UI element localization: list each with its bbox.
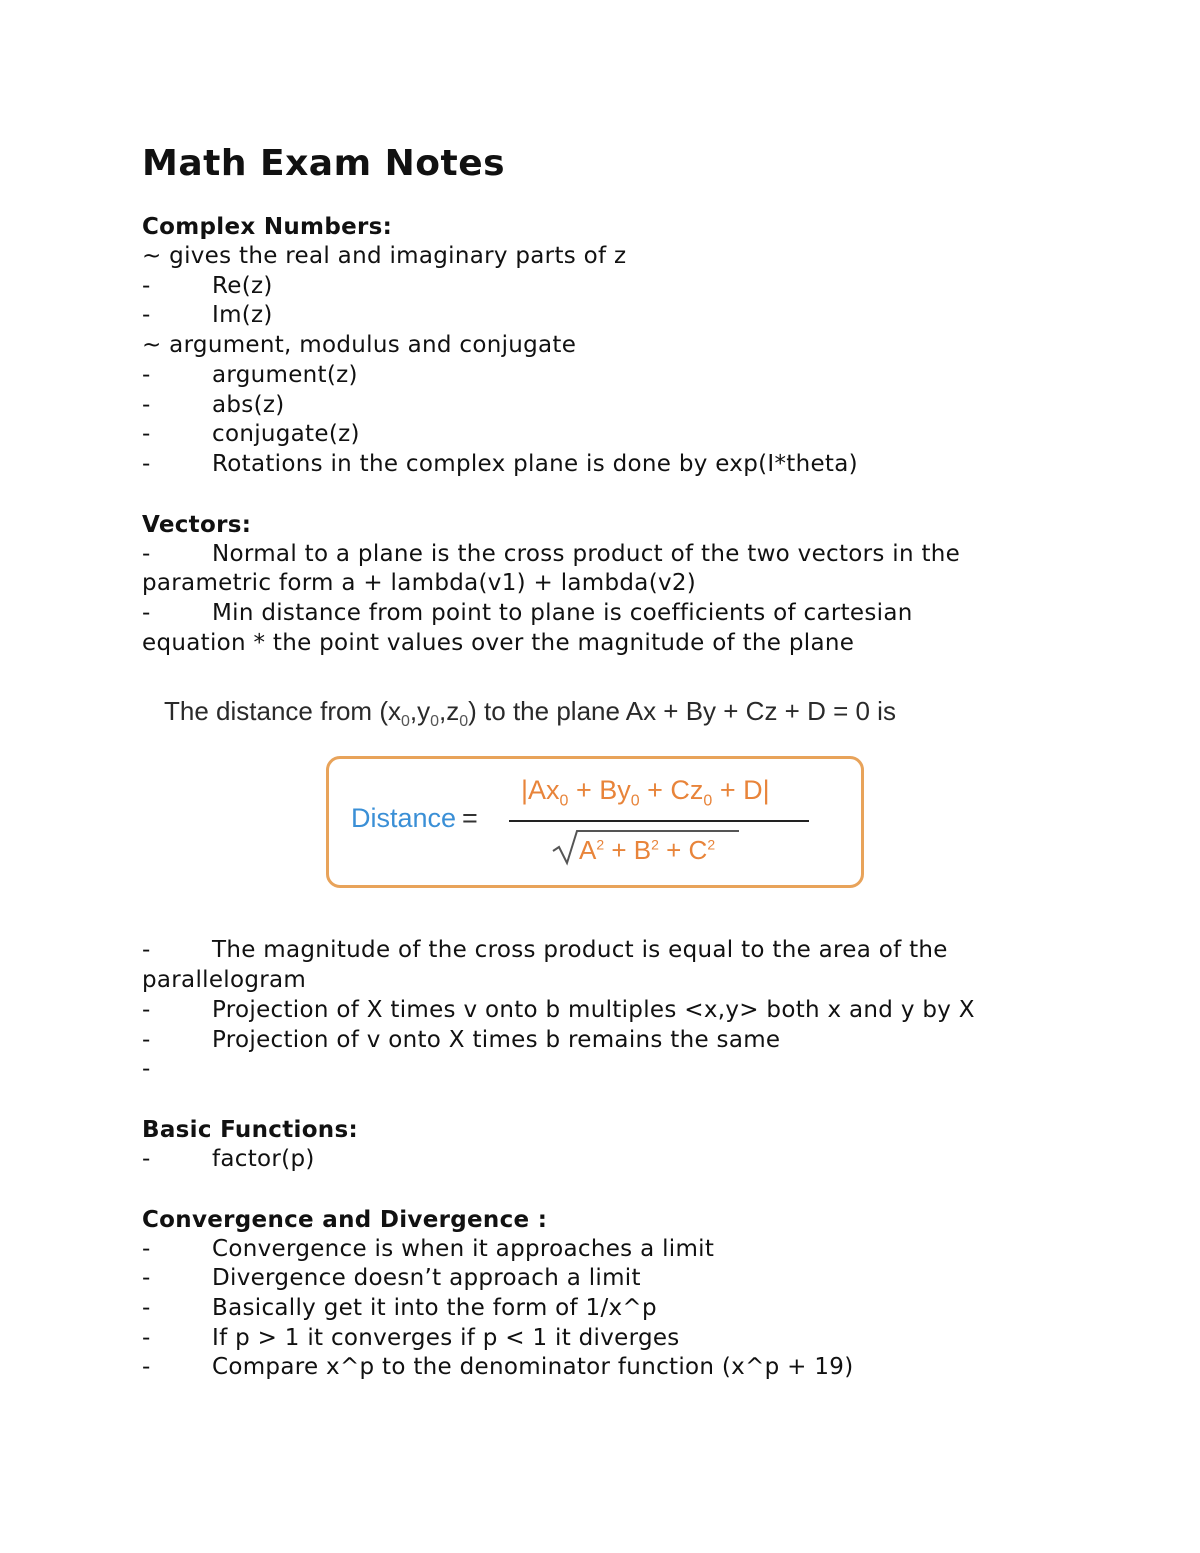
list-item [142,1145,1062,1175]
bullet-dash: - [142,391,151,418]
document-page [142,140,1062,1383]
formula-caption: The distance from $(x_0,y_0,z_0)$ to the plane Ax + By + Cz + D = 0 is [164,696,896,731]
list-item [142,1294,1062,1324]
list-item-text: Divergence doesn’t approach a limit [212,1265,641,1292]
list-item [142,420,1062,450]
formula-box [326,756,864,888]
section-heading-basic: Basic Functions: [142,1116,358,1143]
bullet-dash: - [142,1026,151,1053]
list-item-text: Compare x^p to the denominator function (x^p + 19) [212,1354,854,1381]
list-item-text: Basically get it into the form of 1/x^p [212,1295,657,1322]
bullet-dash: - [142,996,151,1023]
list-item [142,996,1062,1026]
list-item [142,1026,1062,1056]
bullet-dash: - [142,302,151,329]
list-item-text: Rotations in the complex plane is done by exp(I*theta) [212,450,858,477]
list-item-text: The magnitude of the cross product is equal to the area of the [212,937,948,964]
list-item-text: factor(p) [212,1145,315,1172]
list-item-text: Projection of X times v onto b multiples <x,y> both x and y by X [212,996,975,1023]
list-item-text: argument(z) [212,361,358,388]
spacer [142,1085,1062,1115]
list-item-text: If p > 1 it converges if p < 1 it diverges [212,1324,680,1351]
list-item-text: abs(z) [212,391,285,418]
bullet-dash: - [142,1145,151,1172]
complex-subheading-2: ~ argument, modulus and conjugate [142,332,577,359]
list-item-text: Min distance from point to plane is coefficients of cartesian [212,600,913,627]
distance-formula-figure [142,696,1042,936]
bullet-dash: - [142,540,151,567]
list-item-continuation: parametric form a + lambda(v1) + lambda(v2) [142,570,697,597]
list-item [142,1235,1062,1265]
list-item-text: Projection of v onto X times b remains the same [212,1026,781,1053]
section-heading-vectors: Vectors: [142,511,252,538]
list-item-text: Normal to a plane is the cross product of the two vectors in the [212,540,961,567]
list-item [142,936,1062,966]
list-item [142,540,1062,570]
list-item-text: Convergence is when it approaches a limit [212,1235,715,1262]
list-item-continuation: parallelogram [142,967,307,994]
bullet-dash: - [142,1324,151,1351]
formula-lhs: Distance = [351,803,478,834]
list-item-continuation: equation * the point values over the magnitude of the plane [142,629,855,656]
list-item-text: Im(z) [212,302,273,329]
list-item [142,450,1062,480]
bullet-dash: - [142,1295,151,1322]
formula-numerator: $|Ax_0 + By_0 + Cz_0 + D|$ [521,775,770,810]
complex-subheading-1: ~ gives the real and imaginary parts of z [142,243,627,269]
list-item [142,301,1062,331]
list-item [142,391,1062,421]
list-item-text [212,1055,1062,1085]
list-item [142,1353,1062,1383]
bullet-dash: - [142,421,151,448]
list-item [142,1055,1062,1085]
bullet-dash: - [142,1235,151,1262]
bullet-dash: - [142,450,151,477]
list-item [142,272,1062,302]
bullet-dash: - [142,1056,151,1083]
page-title: Math Exam Notes [142,143,506,184]
spacer [142,1175,1062,1205]
list-item-text: conjugate(z) [212,421,360,448]
list-item-text: Re(z) [212,272,273,299]
list-item [142,361,1062,391]
bullet-dash: - [142,272,151,299]
fraction-bar [509,820,809,822]
bullet-dash: - [142,1265,151,1292]
bullet-dash: - [142,600,151,627]
formula-denominator: $A^2 + B^2 + C^2$ [579,835,716,866]
bullet-dash: - [142,361,151,388]
bullet-dash: - [142,937,151,964]
bullet-dash: - [142,1354,151,1381]
list-item [142,599,1062,629]
list-item [142,1264,1062,1294]
section-heading-complex: Complex Numbers: [142,214,393,240]
list-item [142,1324,1062,1354]
section-heading-convergence: Convergence and Divergence : [142,1206,548,1233]
spacer [142,480,1062,510]
